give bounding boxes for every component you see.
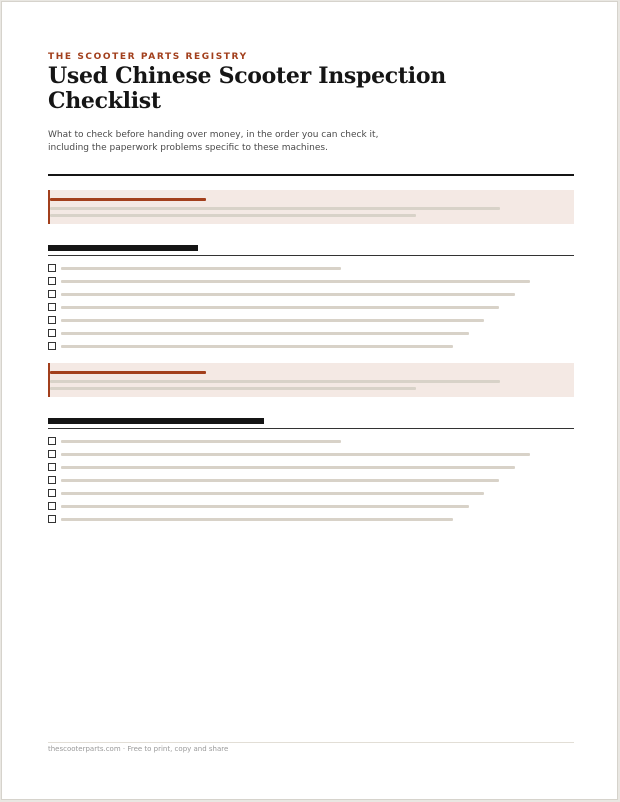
checkbox[interactable] [48,290,56,298]
section-1-title-placeholder [48,245,198,251]
checkbox[interactable] [48,342,56,350]
callout-text-line [50,214,416,217]
checkbox[interactable] [48,437,56,445]
intro-paragraph: What to check before handing over money, in the order you can check it, including the paperwork problems specific to these machines. [48,130,379,153]
callout-heading-placeholder [50,371,206,374]
registry-eyebrow: THE SCOOTER PARTS REGISTRY [48,52,248,62]
item-text-placeholder [61,505,469,508]
section-1-rule [48,255,574,256]
item-text-placeholder [61,492,484,495]
checkbox[interactable] [48,329,56,337]
checkbox[interactable] [48,463,56,471]
checkbox[interactable] [48,476,56,484]
checkbox[interactable] [48,489,56,497]
item-text-placeholder [61,267,341,270]
item-text-placeholder [61,518,453,521]
item-text-placeholder [61,280,530,283]
callout-text-line [50,207,500,210]
section-2-callout [48,363,574,397]
checklist-page [1,1,618,800]
header-divider [48,174,574,176]
section-2-title-placeholder [48,418,264,424]
item-text-placeholder [61,345,453,348]
item-text-placeholder [61,453,530,456]
item-text-placeholder [61,332,469,335]
section-1-callout [48,190,574,224]
item-text-placeholder [61,479,499,482]
checkbox[interactable] [48,515,56,523]
callout-heading-placeholder [50,198,206,201]
checkbox[interactable] [48,316,56,324]
checkbox[interactable] [48,277,56,285]
item-text-placeholder [61,306,499,309]
item-text-placeholder [61,293,515,296]
footer-text: thescooterparts.com · Free to print, copy and share [48,745,229,753]
checkbox[interactable] [48,264,56,272]
callout-text-line [50,380,500,383]
item-text-placeholder [61,319,484,322]
checkbox[interactable] [48,450,56,458]
callout-text-line [50,387,416,390]
item-text-placeholder [61,440,341,443]
checkbox[interactable] [48,502,56,510]
item-text-placeholder [61,466,515,469]
footer-divider [48,742,574,743]
section-2-rule [48,428,574,429]
page-title: Used Chinese Scooter Inspection Checklist [48,63,446,114]
checkbox[interactable] [48,303,56,311]
